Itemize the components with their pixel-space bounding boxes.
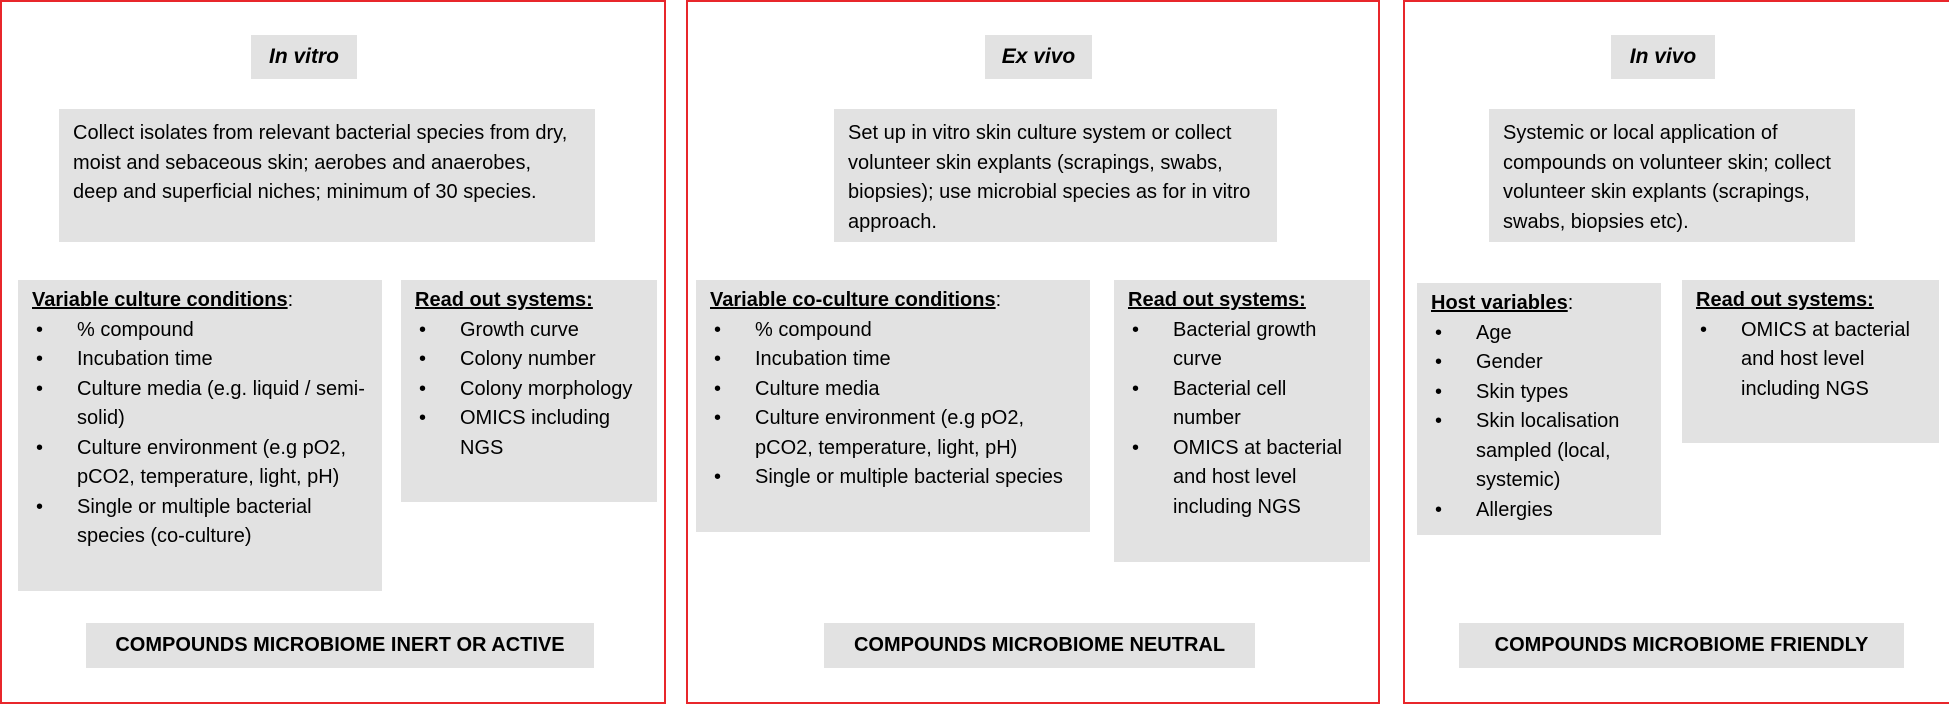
conditions-list [1431,319,1647,526]
readout-heading: Read out systems: [1128,289,1306,311]
description-text: Collect isolates from relevant bacterial species from dry, moist and sebaceous skin; aerobes and anaerobes, deep and superficial niches; minimum of 30 species. [73,122,568,203]
list-item: • % compound [32,316,368,346]
readout-list [1128,316,1356,523]
list-item: • Skin localisation sampled (local, systemic) [1431,407,1647,496]
list-item: • Allergies [1431,496,1647,526]
panel-title: In vitro [251,35,357,79]
readout-heading: Read out systems: [415,289,593,311]
conditions-list [710,316,1076,493]
conclusion-box: COMPOUNDS MICROBIOME FRIENDLY [1459,623,1904,668]
list-item: • Age [1431,319,1647,349]
list-item: • Culture environment (e.g pO2, pCO2, temperature, light, pH) [32,434,368,493]
list-item: • Colony number [415,345,643,375]
readout-list [1696,316,1925,405]
list-item: • Bacterial growth curve [1128,316,1356,375]
conditions-heading: Host variables: [1431,292,1574,314]
list-item: • Single or multiple bacterial species (co-culture) [32,493,368,552]
list-item: • Growth curve [415,316,643,346]
conclusion-box: COMPOUNDS MICROBIOME INERT OR ACTIVE [86,623,594,668]
list-item: • Culture environment (e.g pO2, pCO2, temperature, light, pH) [710,404,1076,463]
list-item: • Culture media [710,375,1076,405]
list-item: • Culture media (e.g. liquid / semi-solid) [32,375,368,434]
panel-title: Ex vivo [985,35,1092,79]
list-item: • Colony morphology [415,375,643,405]
host-variables-box [1417,283,1661,535]
list-item: • OMICS at bacterial and host level including NGS [1128,434,1356,523]
panel-ex-vivo [686,0,1380,704]
conditions-heading: Variable culture conditions: [32,289,294,311]
conditions-box [696,280,1090,532]
description-box [59,109,595,242]
description-text: Set up in vitro skin culture system or collect volunteer skin explants (scrapings, swabs, biopsies); use microbial species as for in vitro approach. [848,122,1251,233]
list-item: • Incubation time [710,345,1076,375]
list-item: • % compound [710,316,1076,346]
list-item: • Bacterial cell number [1128,375,1356,434]
readout-box [1114,280,1370,562]
readout-heading: Read out systems: [1696,289,1874,311]
conditions-heading: Variable co-culture conditions: [710,289,1002,311]
panel-in-vivo [1403,0,1949,704]
readout-box [1682,280,1939,443]
conclusion-box: COMPOUNDS MICROBIOME NEUTRAL [824,623,1255,668]
description-text: Systemic or local application of compounds on volunteer skin; collect volunteer skin explants (scrapings, swabs, biopsies etc). [1503,122,1831,233]
conditions-list [32,316,368,552]
readout-list [415,316,643,464]
list-item: • Gender [1431,348,1647,378]
description-box [1489,109,1855,242]
list-item: • OMICS including NGS [415,404,643,463]
list-item: • Skin types [1431,378,1647,408]
panel-title: In vivo [1611,35,1715,79]
list-item: • OMICS at bacterial and host level including NGS [1696,316,1925,405]
description-box [834,109,1277,242]
list-item: • Incubation time [32,345,368,375]
panel-in-vitro [0,0,666,704]
list-item: • Single or multiple bacterial species [710,463,1076,493]
readout-box [401,280,657,502]
conditions-box [18,280,382,591]
